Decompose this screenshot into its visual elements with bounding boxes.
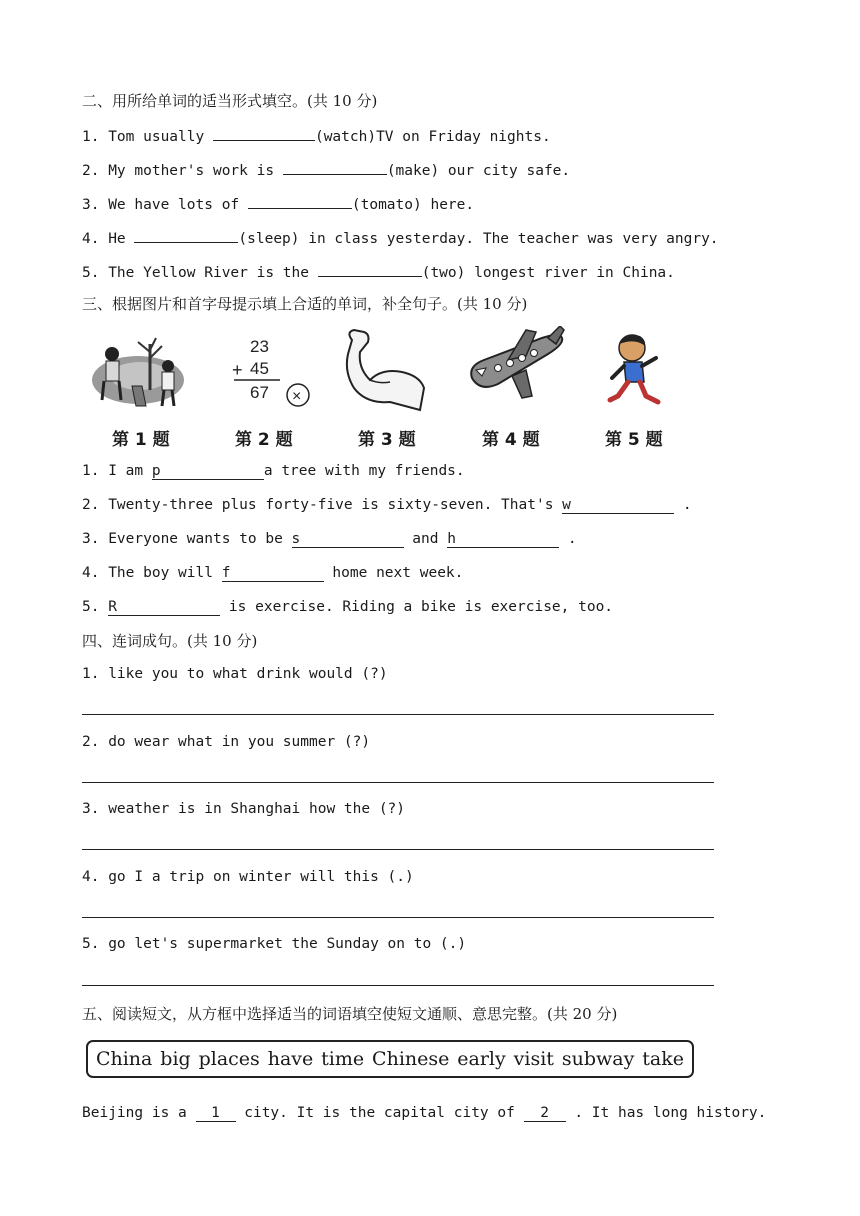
running-boy-icon [600, 330, 666, 412]
s4-item-1: 1. like you to what drink would (?) [82, 666, 388, 682]
word-bank-word: places [198, 1048, 260, 1070]
s3-blank-3b[interactable]: h [447, 531, 559, 548]
math-sum-wrong-icon [226, 334, 316, 412]
section3-heading: 三、根据图片和首字母提示填上合适的单词，补全句子。(共 10 分) [82, 295, 528, 313]
word-bank-box [86, 1040, 694, 1078]
s3-blank-1[interactable]: p [152, 463, 264, 480]
picture-label-4: 第 4 题 [482, 430, 540, 450]
s3-blank-2[interactable]: w [562, 497, 674, 514]
s4-item-5: 5. go let's supermarket the Sunday on to (.) [82, 936, 467, 952]
sum-addend-a: 23 [250, 337, 269, 356]
s2-blank-3[interactable] [248, 193, 352, 209]
s4-item-4: 4. go I a trip on winter will this (.) [82, 869, 414, 885]
s4-item-2: 2. do wear what in you summer (?) [82, 734, 371, 750]
tree-planting-icon [88, 330, 188, 416]
s2-blank-2[interactable] [283, 159, 387, 175]
s2-blank-4[interactable] [134, 227, 238, 243]
s3-blank-5[interactable]: R [108, 599, 220, 616]
sum-operator: + [232, 360, 243, 380]
s2-item-4: 4. He (sleep) in class yesterday. The teacher was very angry. [82, 227, 719, 247]
s4-item-3: 3. weather is in Shanghai how the (?) [82, 801, 406, 817]
passage-blank-2[interactable]: 2 [524, 1105, 566, 1122]
s4-answer-line-3[interactable] [82, 849, 714, 850]
s2-item-3: 3. We have lots of (tomato) here. [82, 193, 474, 213]
section4-heading: 四、连词成句。(共 10 分) [82, 632, 258, 650]
s4-answer-line-4[interactable] [82, 917, 714, 918]
s3-item-1: 1. I am p a tree with my friends. [82, 463, 465, 479]
word-bank-word: time [321, 1048, 365, 1070]
word-bank-word: Chinese [372, 1048, 450, 1070]
passage-line-1: Beijing is a 1 city. It is the capital city of 2 . It has long history. [82, 1105, 767, 1121]
sum-addend-b: 45 [250, 359, 269, 378]
s2-item-2: 2. My mother's work is (make) our city safe. [82, 159, 570, 179]
picture-label-2: 第 2 题 [235, 430, 293, 450]
word-bank-word: have [267, 1048, 314, 1070]
word-bank-word: China [95, 1048, 153, 1070]
s2-item-5: 5. The Yellow River is the (two) longest river in China. [82, 261, 675, 281]
s3-blank-4[interactable]: f [222, 565, 324, 582]
section2-heading: 二、用所给单词的适当形式填空。(共 10 分) [82, 92, 378, 110]
picture-label-3: 第 3 题 [358, 430, 416, 450]
s3-blank-3a[interactable]: s [292, 531, 404, 548]
s4-answer-line-1[interactable] [82, 714, 714, 715]
picture-label-1: 第 1 题 [112, 430, 170, 450]
picture-label-5: 第 5 题 [605, 430, 663, 450]
wrong-mark: × [292, 388, 302, 405]
word-bank-word: take [642, 1048, 684, 1070]
s3-item-2: 2. Twenty-three plus forty-five is sixty-seven. That's w . [82, 497, 692, 513]
s2-blank-1[interactable] [213, 125, 315, 141]
word-bank-word: early [457, 1048, 506, 1070]
sum-result: 67 [250, 383, 269, 402]
word-bank-word: big [160, 1048, 191, 1070]
section5-heading: 五、阅读短文，从方框中选择适当的词语填空使短文通顺、意思完整。(共 20 分) [82, 1005, 618, 1023]
s3-item-5: 5. R is exercise. Riding a bike is exercise, too. [82, 599, 614, 615]
s2-item-1: 1. Tom usually (watch)TV on Friday nights. [82, 125, 551, 145]
airplane-icon [464, 326, 566, 404]
flexed-arm-icon [340, 328, 430, 414]
s2-blank-5[interactable] [318, 261, 422, 277]
word-bank-word: subway [561, 1048, 635, 1070]
s3-item-3: 3. Everyone wants to be s and h . [82, 531, 577, 547]
passage-blank-1[interactable]: 1 [196, 1105, 236, 1122]
s3-item-4: 4. The boy will f home next week. [82, 565, 464, 581]
s4-answer-line-5[interactable] [82, 985, 714, 986]
word-bank-word: visit [513, 1048, 554, 1070]
s4-answer-line-2[interactable] [82, 782, 714, 783]
